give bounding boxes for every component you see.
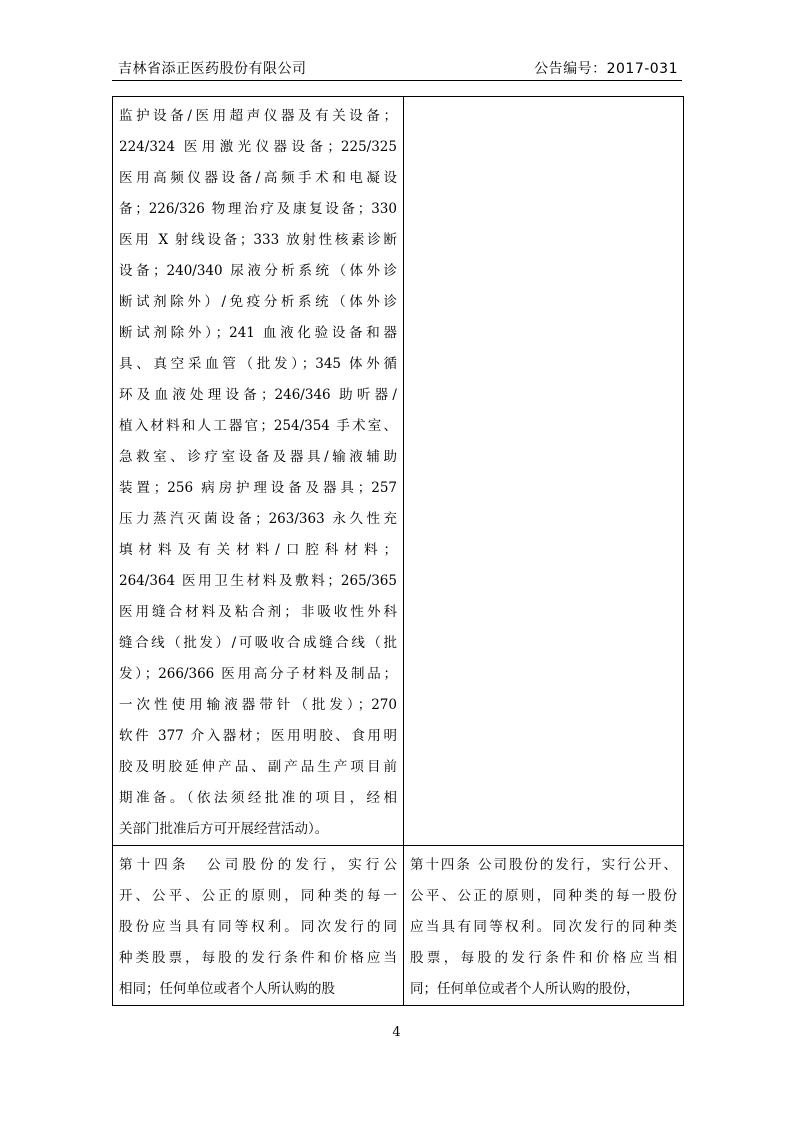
- text-line: 压力蒸汽灭菌设备；263/363 永久性充: [119, 511, 397, 527]
- page-number: 4: [392, 1025, 401, 1040]
- company-name: 吉林省添正医药股份有限公司: [118, 61, 307, 77]
- text-line: 224/324 医用激光仪器设备；225/325: [119, 139, 397, 155]
- text-line: 股份应当具有同等权利。同次发行的同: [119, 919, 397, 935]
- text-line: 种类股票，每股的发行条件和价格应当: [119, 950, 397, 966]
- revised-text-cell: [404, 846, 684, 1006]
- comparison-table: [112, 96, 684, 1006]
- text-line: 设备；240/340 尿液分析系统（体外诊: [119, 263, 397, 279]
- text-line: 一次性使用输液器带针（批发）；270: [119, 697, 397, 713]
- table-row: [113, 97, 684, 846]
- text-line: 具、真空采血管（批发）；345 体外循: [119, 356, 397, 372]
- text-line: 股票，每股的发行条件和价格应当相: [410, 950, 677, 966]
- page-header: [112, 56, 682, 81]
- text-line: 第十四条 公司股份的发行，实行公开、: [410, 857, 677, 873]
- text-line: 备；226/326 物理治疗及康复设备；330: [119, 201, 397, 217]
- text-line: 期准备。（依法须经批准的项目，经相: [119, 790, 397, 806]
- text-line: 医用 X 射线设备；333 放射性核素诊断: [119, 232, 397, 248]
- original-text-cell: [113, 846, 404, 1006]
- table-row: [113, 846, 684, 1006]
- text-line: 填材料及有关材料/口腔科材料；: [119, 542, 397, 558]
- text-line: 断试剂除外）/免疫分析系统（体外诊: [119, 294, 397, 310]
- text-line: 公平、公正的原则，同种类的每一股份: [410, 888, 677, 904]
- text-line: 断试剂除外）；241 血液化验设备和器: [119, 325, 397, 341]
- text-line: 第十四条 公司股份的发行，实行公: [119, 857, 397, 873]
- text-line: 相同；任何单位或者个人所认购的股: [119, 981, 335, 997]
- text-line: 监护设备/医用超声仪器及有关设备；: [119, 108, 397, 124]
- announcement-number: 公告编号：2017-031: [534, 61, 678, 77]
- text-line: 装置；256 病房护理设备及器具；257: [119, 480, 397, 496]
- text-line: 胶及明胶延伸产品、副产品生产项目前: [119, 759, 397, 775]
- text-line: 环及血液处理设备；246/346 助听器/: [119, 387, 397, 403]
- text-line: 同；任何单位或者个人所认购的股份，: [410, 981, 640, 997]
- text-line: 应当具有同等权利。同次发行的同种类: [410, 919, 677, 935]
- text-line: 医用缝合材料及粘合剂；非吸收性外科: [119, 604, 397, 620]
- original-text-cell: [113, 97, 404, 846]
- text-line: 开、公平、公正的原则，同种类的每一: [119, 888, 397, 904]
- text-line: 急救室、诊疗室设备及器具/输液辅助: [119, 449, 397, 465]
- text-line: 关部门批准后方可开展经营活动）。: [119, 821, 329, 837]
- text-line: 发）；266/366 医用高分子材料及制品；: [119, 666, 397, 682]
- text-line: 软件 377 介入器材；医用明胶、食用明: [119, 728, 397, 744]
- text-line: 植入材料和人工器官；254/354 手术室、: [119, 418, 397, 434]
- text-line: 缝合线（批发）/可吸收合成缝合线（批: [119, 635, 397, 651]
- text-line: 264/364 医用卫生材料及敷料；265/365: [119, 573, 397, 589]
- revised-text-cell: [404, 97, 684, 846]
- text-line: 医用高频仪器设备/高频手术和电凝设: [119, 170, 397, 186]
